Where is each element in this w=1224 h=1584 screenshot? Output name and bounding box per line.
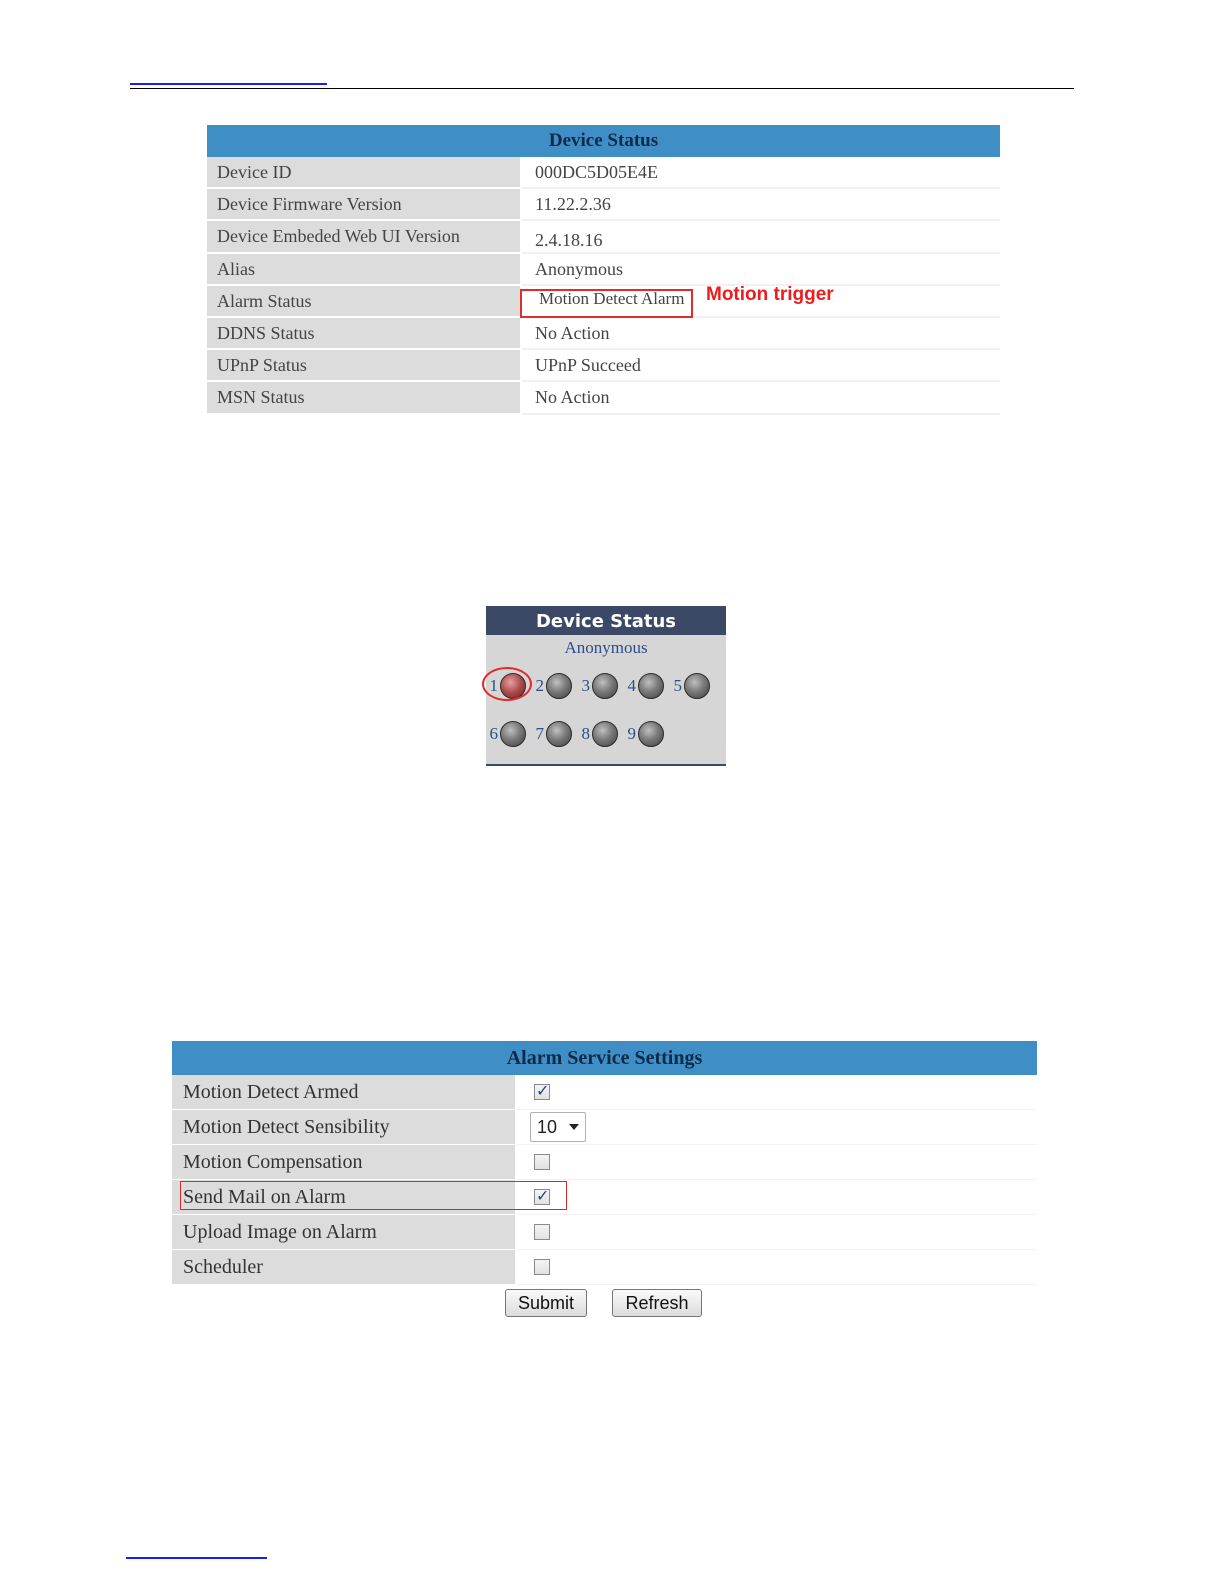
row-value: 2.4.18.16 <box>522 221 1000 253</box>
widget-title: Device Status <box>486 606 726 635</box>
scheduler-checkbox[interactable] <box>534 1259 550 1275</box>
row-label: Alarm Status <box>207 286 522 318</box>
alarm-settings-table <box>172 1041 1037 1285</box>
channel-row-2 <box>488 721 666 747</box>
table-row <box>172 1110 1037 1145</box>
channel-number: 8 <box>581 724 590 743</box>
motion-trigger-annotation: Motion trigger <box>706 284 834 305</box>
status-led-icon <box>592 721 618 747</box>
channel-number: 4 <box>627 676 636 695</box>
status-led-icon <box>684 673 710 699</box>
row-label: Send Mail on Alarm <box>172 1180 517 1215</box>
table-row <box>207 157 1000 189</box>
row-label: Scheduler <box>172 1250 517 1285</box>
device-status-title: Device Status <box>207 125 1000 157</box>
table-row <box>172 1250 1037 1285</box>
refresh-button[interactable]: Refresh <box>612 1289 702 1317</box>
row-label: MSN Status <box>207 382 522 414</box>
sensibility-value: 10 <box>537 1116 558 1137</box>
channel-number: 9 <box>627 724 636 743</box>
motion-compensation-checkbox[interactable] <box>534 1154 550 1170</box>
header-rule <box>130 88 1074 89</box>
alarm-status-highlight <box>520 289 693 318</box>
status-led-icon <box>546 673 572 699</box>
channel-indicator <box>534 721 572 747</box>
alarm-status-value: Motion Detect Alarm <box>522 286 1000 318</box>
row-value: No Action <box>522 382 1000 414</box>
status-led-icon <box>500 721 526 747</box>
row-value: Anonymous <box>522 254 1000 286</box>
header-link-underline[interactable] <box>130 83 327 85</box>
row-label: Motion Compensation <box>172 1145 517 1180</box>
row-label: Device ID <box>207 157 522 189</box>
table-row <box>207 189 1000 221</box>
status-led-icon <box>638 673 664 699</box>
channel-indicator <box>580 721 618 747</box>
channel-number: 3 <box>581 676 590 695</box>
sensibility-select[interactable] <box>530 1112 586 1142</box>
status-led-icon <box>638 721 664 747</box>
table-row <box>172 1145 1037 1180</box>
channel-number: 1 <box>489 676 498 695</box>
channel-number: 5 <box>673 676 682 695</box>
row-label: Motion Detect Armed <box>172 1075 517 1110</box>
row-value: 000DC5D05E4E <box>522 157 1000 189</box>
status-led-icon <box>546 721 572 747</box>
table-row <box>207 221 1000 253</box>
row-label: DDNS Status <box>207 318 522 350</box>
submit-button[interactable]: Submit <box>505 1289 587 1317</box>
footer-link-underline[interactable] <box>126 1557 267 1559</box>
send-mail-highlight <box>180 1181 567 1210</box>
row-label: Motion Detect Sensibility <box>172 1110 517 1145</box>
row-label: Device Embeded Web UI Version <box>207 221 522 253</box>
row-value: UPnP Succeed <box>522 350 1000 382</box>
channel-indicator <box>626 721 664 747</box>
row-value: 11.22.2.36 <box>522 189 1000 221</box>
row-label: UPnP Status <box>207 350 522 382</box>
channel-indicator <box>580 673 618 699</box>
table-row <box>207 350 1000 382</box>
channel-indicator <box>488 721 526 747</box>
row-label: Device Firmware Version <box>207 189 522 221</box>
active-channel-highlight <box>482 667 532 701</box>
table-row <box>207 318 1000 350</box>
device-status-table <box>207 125 1000 415</box>
alarm-settings-title: Alarm Service Settings <box>172 1041 1037 1075</box>
channel-indicator <box>672 673 710 699</box>
status-led-icon <box>592 673 618 699</box>
channel-indicator <box>534 673 572 699</box>
row-label: Alias <box>207 254 522 286</box>
row-label: Upload Image on Alarm <box>172 1215 517 1250</box>
table-row <box>207 382 1000 414</box>
channel-number: 2 <box>535 676 544 695</box>
table-row <box>172 1215 1037 1250</box>
motion-armed-checkbox[interactable] <box>534 1084 550 1100</box>
widget-alias: Anonymous <box>564 638 648 657</box>
table-row <box>207 254 1000 286</box>
table-row <box>172 1075 1037 1110</box>
channel-number: 7 <box>535 724 544 743</box>
upload-image-checkbox[interactable] <box>534 1224 550 1240</box>
channel-indicator <box>626 673 664 699</box>
channel-number: 6 <box>489 724 498 743</box>
row-value: No Action <box>522 318 1000 350</box>
chevron-down-icon <box>569 1124 579 1130</box>
